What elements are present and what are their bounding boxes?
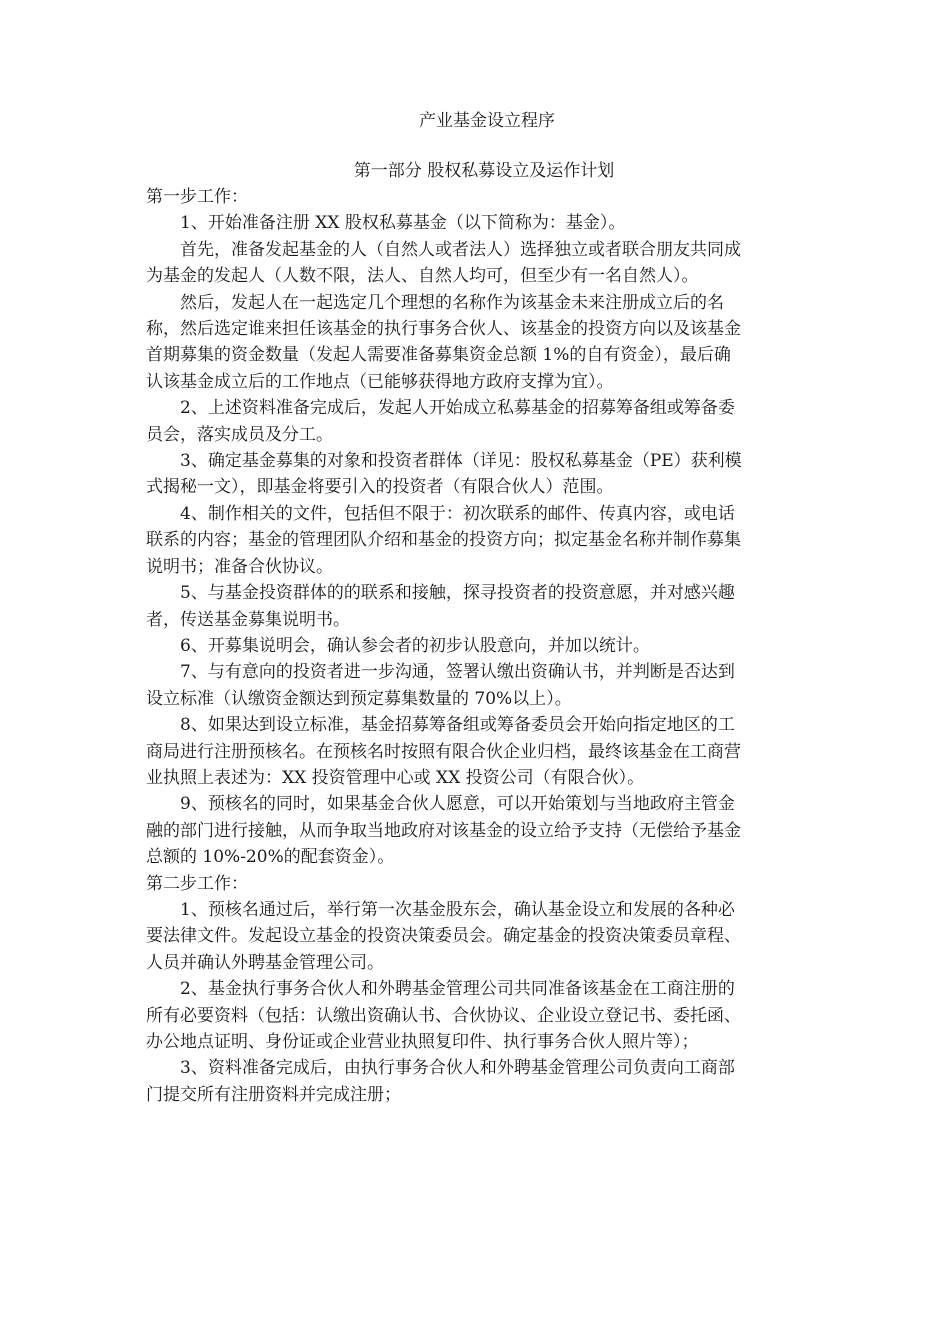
- paragraph: [146, 712, 808, 791]
- paragraph-line: 融的部门进行接触，从而争取当地政府对该基金的设立给予支持（无偿给予基金: [146, 820, 741, 841]
- paragraph-line: 商局进行注册预核名。在预核名时按照有限合伙企业归档，最终该基金在工商营: [146, 741, 741, 762]
- step-heading: 第二步工作：: [146, 873, 248, 894]
- paragraph-line: 者，传送基金募集说明书。: [146, 609, 350, 630]
- paragraph-line: 4、制作相关的文件，包括但不限于：初次联系的邮件、传真内容，或电话: [180, 503, 735, 524]
- paragraph-line: 9、预核名的同时，如果基金合伙人愿意，可以开始策划与当地政府主管金: [180, 794, 735, 815]
- paragraph-line: 业执照上表述为：XX 投资管理中心或 XX 投资公司（有限合伙）。: [146, 767, 645, 788]
- paragraph-line: 8、如果达到设立标准，基金招募筹备组或筹备委员会开始向指定地区的工: [180, 715, 735, 736]
- paragraph-line: 3、资料准备完成后，由执行事务合伙人和外聘基金管理公司负责向工商部: [180, 1058, 735, 1079]
- paragraph-line: 式揭秘一文），即基金将要引入的投资者（有限合伙人）范围。: [146, 477, 614, 498]
- paragraph: [146, 580, 808, 633]
- paragraph: [146, 791, 808, 870]
- document-page: [146, 108, 808, 1108]
- paragraph: [146, 501, 808, 580]
- paragraph-line: 1、开始准备注册 XX 股权私募基金（以下简称为：基金）。: [180, 213, 626, 234]
- paragraph: [146, 1055, 808, 1108]
- paragraph-line: 3、确定基金募集的对象和投资者群体（详见：股权私募基金（PE）获利模: [180, 451, 742, 472]
- paragraph-line: 6、开募集说明会，确认参会者的初步认股意向，并加以统计。: [180, 635, 650, 656]
- part-title: 第一部分 股权私募设立及运作计划: [353, 161, 615, 181]
- paragraph-line: 首先，准备发起基金的人（自然人或者法人）选择独立或者联合朋友共同成: [180, 239, 741, 260]
- paragraph-line: 联系的内容；基金的管理团队介绍和基金的投资方向；拟定基金名称并制作募集: [146, 530, 741, 551]
- paragraph-line: 要法律文件。发起设立基金的投资决策委员会。确定基金的投资决策委员章程、: [146, 926, 741, 947]
- paragraph-line: 门提交所有注册资料并完成注册；: [146, 1084, 401, 1105]
- paragraph: [146, 897, 808, 976]
- paragraph-line: 说明书；准备合伙协议。: [146, 556, 333, 577]
- paragraph-line: 称，然后选定谁来担任该基金的执行事务合伙人、该基金的投资方向以及该基金: [146, 319, 741, 340]
- paragraph-line: 7、与有意向的投资者进一步沟通，签署认缴出资确认书，并判断是否达到: [180, 662, 735, 683]
- paragraph-line: 人员并确认外聘基金管理公司。: [146, 952, 384, 973]
- document-title: 产业基金设立程序: [419, 111, 555, 131]
- paragraph: [146, 290, 808, 396]
- paragraph-line: 5、与基金投资群体的的联系和接触，探寻投资者的投资意愿，并对感兴趣: [180, 583, 735, 604]
- paragraph: [146, 633, 808, 659]
- paragraph: [146, 395, 808, 448]
- paragraph: [146, 237, 808, 290]
- paragraph: [146, 448, 808, 501]
- paragraph: [146, 659, 808, 712]
- paragraph-line: 总额的 10%-20%的配套资金）。: [146, 847, 395, 868]
- paragraph-line: 1、预核名通过后，举行第一次基金股东会，确认基金设立和发展的各种必: [180, 899, 735, 920]
- paragraph-line: 然后，发起人在一起选定几个理想的名称作为该基金未来注册成立后的名: [180, 292, 724, 313]
- paragraph-line: 2、基金执行事务合伙人和外聘基金管理公司共同准备该基金在工商注册的: [180, 979, 735, 1000]
- paragraph-line: 首期募集的资金数量（发起人需要准备募集资金总额 1%的自有资金），最后确: [146, 345, 731, 366]
- paragraph-line: 所有必要资料（包括：认缴出资确认书、合伙协议、企业设立登记书、委托函、: [146, 1005, 741, 1026]
- document-body: [146, 184, 808, 1108]
- paragraph-line: 为基金的发起人（人数不限，法人、自然人均可，但至少有一名自然人）。: [146, 266, 699, 287]
- paragraph-line: 2、上述资料准备完成后，发起人开始成立私募基金的招募筹备组或筹备委: [180, 398, 735, 419]
- paragraph: [146, 976, 808, 1055]
- paragraph-line: 认该基金成立后的工作地点（已能够获得地方政府支撑为宜）。: [146, 371, 614, 392]
- paragraph-line: 办公地点证明、身份证或企业营业执照复印件、执行事务合伙人照片等）；: [146, 1032, 699, 1052]
- paragraph-line: 员会，落实成员及分工。: [146, 424, 333, 445]
- paragraph-line: 设立标准（认缴资金额达到预定募集数量的 70%以上）。: [146, 688, 572, 709]
- step-heading: 第一步工作：: [146, 187, 248, 207]
- paragraph: [146, 210, 808, 236]
